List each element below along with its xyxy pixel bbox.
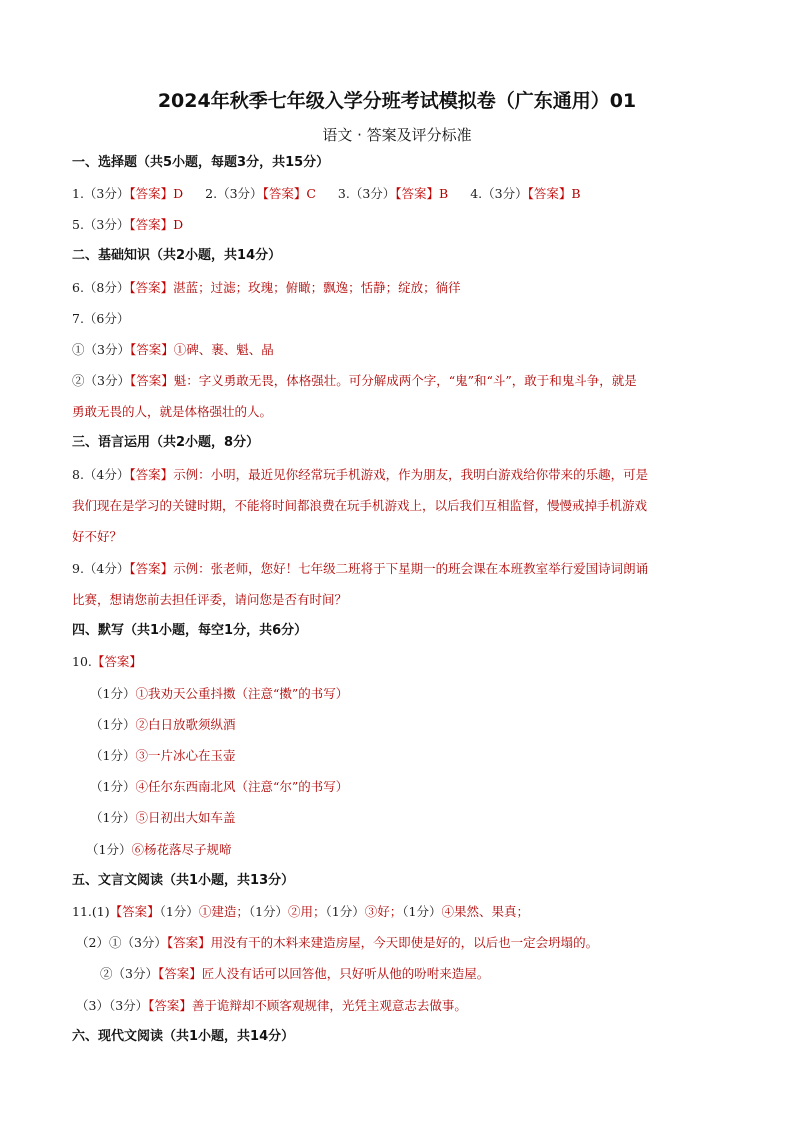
answer-text: 魁：字义勇敢无畏，体格强壮。可分解成两个字，“鬼”和“斗”，敢于和鬼斗争，就是 [173, 373, 637, 388]
answer-text: ③好； [364, 904, 403, 919]
points-label: （1分） [86, 842, 132, 857]
answer-row-q8 [72, 465, 732, 485]
answer-tag: 【答案】 [395, 186, 440, 201]
answer-row-q7-2-cont [72, 402, 732, 422]
answer-text: 勇敢无畏的人，就是体格强壮的人。 [72, 404, 273, 419]
dictation-item-1 [90, 684, 750, 704]
dictation-item-6 [86, 840, 746, 860]
answer-row-q5 [72, 215, 732, 235]
question-number: 4.（3分） [470, 186, 528, 201]
question-number: 3.（3分） [337, 186, 396, 201]
points-label: （1分） [90, 779, 136, 794]
answer-text: 匠人没有话可以回答他，只好听从他的吩咐来造屋。 [201, 966, 490, 981]
answer-text: ④果然、果真； [441, 904, 529, 919]
answer-tag: 【答案】 [129, 217, 174, 232]
answer-text: 我们现在是学习的关键时期，不能将时间都浪费在玩手机游戏上，以后我们互相监督，慢慢戒掉手机游戏 [72, 498, 648, 513]
points-label: （1分） [402, 904, 442, 919]
section-heading-dictation: 四、默写（共1小题，每空1分，共6分） [72, 623, 308, 638]
answer-text: 用没有干的木料来建造房屋，今天即使是好的，以后也一定会坍塌的。 [210, 935, 599, 950]
question-number: 2.（3分） [205, 186, 263, 201]
answer-row-q9 [72, 559, 732, 579]
answer-tag: 【答案】 [148, 998, 192, 1013]
points-label: （1分） [90, 810, 136, 825]
question-number: （2）①（3分） [76, 935, 167, 950]
answer-text: ①我劝天公重抖擞（注意“擞”的书写） [135, 686, 349, 701]
answer-text: D [173, 217, 184, 232]
answer-text: 比赛，想请您前去担任评委，请问您是否有时间？ [72, 592, 348, 607]
answer-tag: 【答案】 [157, 966, 202, 981]
answer-text: D [173, 186, 184, 201]
answer-tag: 【答案】 [129, 467, 174, 482]
question-row-q10 [72, 652, 732, 672]
dictation-item-2 [90, 715, 750, 735]
answer-text: C [306, 186, 316, 201]
question-number: 6.（8分） [72, 280, 130, 295]
question-number: 7.（6分） [72, 311, 130, 326]
answer-row-q11-1 [72, 902, 732, 922]
question-number: 8.（4分） [72, 467, 130, 482]
answer-row-q7-1 [72, 340, 732, 360]
answer-text: ②白日放歌须纵酒 [135, 717, 236, 732]
answer-row-q9-cont [72, 590, 732, 610]
document-subtitle: 语文 · 答案及评分标准 [322, 126, 472, 144]
question-number: ②（3分） [72, 373, 130, 388]
dictation-item-5 [90, 808, 750, 828]
points-label: （1分） [90, 717, 136, 732]
answer-row-q7-2 [72, 371, 732, 391]
answer-tag: 【答案】 [129, 561, 174, 576]
points-label: （1分） [90, 748, 136, 763]
answer-row-q8-cont [72, 496, 732, 516]
question-number: （3）（3分） [76, 998, 149, 1013]
question-number: 1.（3分） [72, 186, 130, 201]
points-label: （1分） [248, 904, 289, 919]
answer-text: B [571, 186, 581, 201]
answer-tag: 【答案】 [262, 186, 307, 201]
question-number: 5.（3分） [72, 217, 130, 232]
answer-row-q8-cont2 [72, 527, 732, 547]
points-label: （1分） [159, 904, 199, 919]
answer-row-q11-3 [76, 996, 736, 1016]
section-heading-basics: 二、基础知识（共2小题，共14分） [72, 248, 282, 263]
answer-tag: 【答案】 [166, 935, 211, 950]
section-heading-language-use: 三、语言运用（共2小题，8分） [72, 435, 260, 450]
section-heading-modern-reading: 六、现代文阅读（共1小题，共14分） [72, 1029, 295, 1044]
question-number: 11.(1) [72, 904, 110, 919]
answer-text: 善于诡辩却不顾客观规律，光凭主观意志去做事。 [191, 998, 467, 1013]
dictation-item-3 [90, 746, 750, 766]
question-row-q7 [72, 309, 732, 329]
question-number: 10. [72, 654, 92, 669]
answer-text: 示例：张老师，您好！七年级二班将于下星期一的班会课在本班教室举行爱国诗词朗诵 [173, 561, 649, 576]
answer-row-q11-2a [76, 933, 736, 953]
answer-tag: 【答案】 [129, 186, 174, 201]
answer-tag: 【答案】 [129, 342, 174, 357]
section-heading-classical-reading: 五、文言文阅读（共1小题，共13分） [72, 873, 295, 888]
answer-tag: 【答案】 [129, 280, 174, 295]
answer-text: ②用； [288, 904, 326, 919]
answer-text: ①建造； [198, 904, 249, 919]
answer-text: ⑥杨花落尽子规啼 [131, 842, 232, 857]
answer-text: 湛蓝；过滤；玫瑰；俯瞰；飘逸；恬静；绽放；徜徉 [173, 280, 461, 295]
answer-text: ③一片冰心在玉壶 [135, 748, 236, 763]
answer-text: ⑤日初出大如车盖 [135, 810, 236, 825]
answer-tag: 【答案】 [527, 186, 572, 201]
question-number: ①（3分） [72, 342, 130, 357]
answer-text: 示例：小明，最近见你经常玩手机游戏，作为朋友，我明白游戏给你带来的乐趣，可是 [173, 467, 649, 482]
answer-tag: 【答案】 [129, 373, 174, 388]
answer-text: ④任尔东西南北风（注意“尔”的书写） [135, 779, 349, 794]
answer-row-q6 [72, 278, 732, 298]
answer-tag: 【答案】 [109, 904, 160, 919]
points-label: （1分） [325, 904, 365, 919]
answer-text: 好不好？ [72, 529, 123, 544]
points-label: （1分） [90, 686, 136, 701]
question-number: ②（3分） [100, 966, 158, 981]
question-number: 9.（4分） [72, 561, 130, 576]
answer-row-q11-2b [100, 964, 760, 984]
dictation-item-4 [90, 777, 750, 797]
document-title: 2024年秋季七年级入学分班考试模拟卷（广东通用）01 [157, 90, 637, 112]
answer-row-q1-q4 [72, 184, 732, 204]
answer-text: B [439, 186, 449, 201]
section-heading-choice: 一、选择题（共5小题，每题3分，共15分） [72, 155, 330, 170]
answer-text: ①碑、裹、魁、晶 [173, 342, 274, 357]
answer-tag: 【答案】 [91, 654, 142, 669]
